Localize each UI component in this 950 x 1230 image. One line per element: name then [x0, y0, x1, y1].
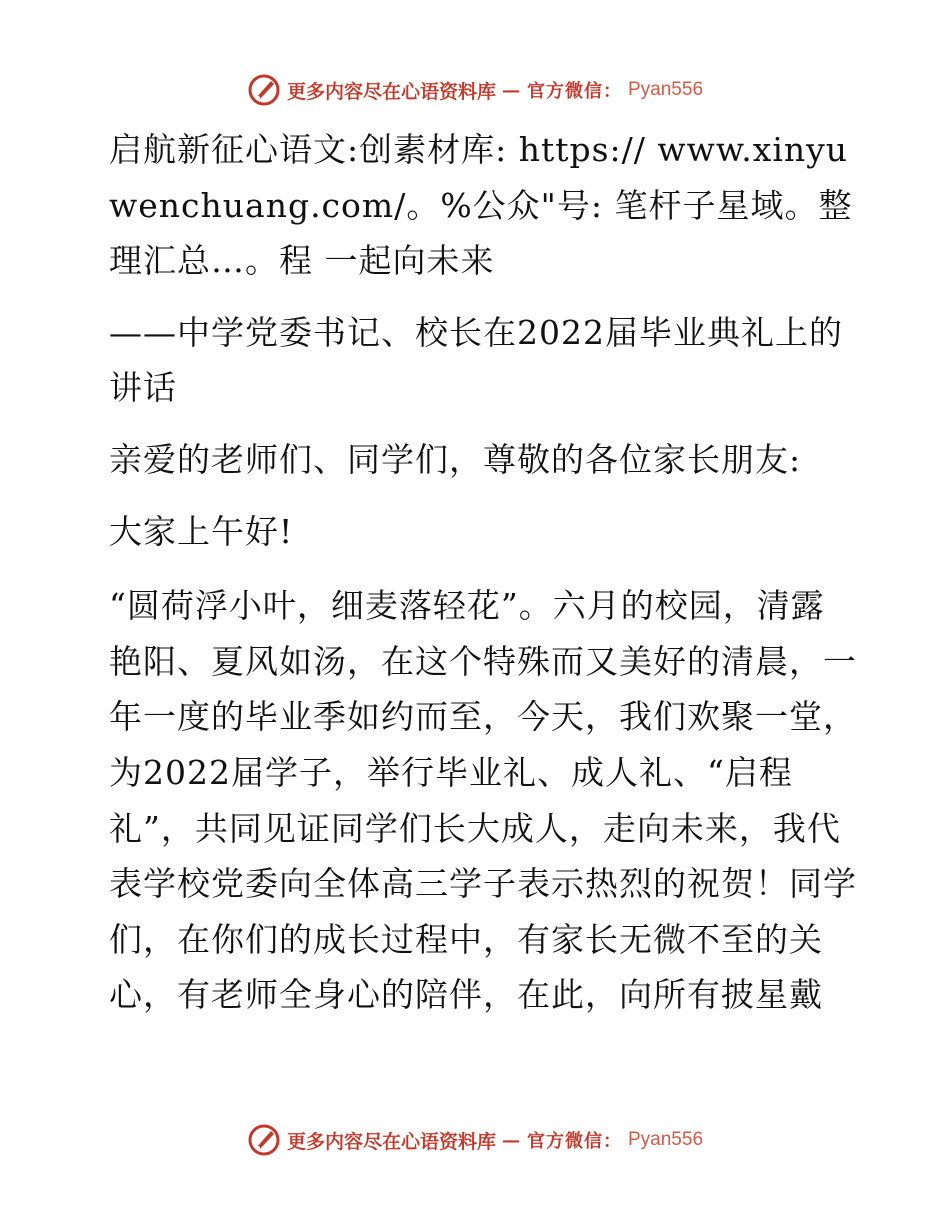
banner-contact-label: 官方微信： [527, 81, 622, 102]
footer-banner-wechat-id: Pyan556 [628, 1129, 704, 1150]
footer-banner-contact-label: 官方微信： [527, 1131, 622, 1152]
banner-wechat-id: Pyan556 [628, 79, 704, 100]
header-banner [0, 70, 950, 110]
footer-banner [0, 1120, 950, 1160]
banner-separator: — [502, 79, 521, 101]
salutation: 亲爱的老师们、同学们，尊敬的各位家长朋友: [109, 439, 802, 479]
intro-text: 启航新征心语文:创素材库: https:// www.xinyuwenchuang.com/。%公众"号: 笔杆子星域。整理汇总…。程 一起向未来 [109, 130, 853, 281]
paragraph-1: “圆荷浮小叶，细麦落轻花”。六月的校园，清露艳阳、夏风如汤，在这个特殊而又美好的清晨，一年一度的毕业季如约而至，今天，我们欢聚一堂，为2022届学子，举行毕业礼、成人礼、“启程礼”，共同见证同学们长大成人，走向未来，我代表学校党委向全体高三学子表示热烈的祝贺！同学们，在你们的成长过程中，有家长无微不至的关心，有老师全身心的陪伴，在此，向所有披星戴 [109, 586, 857, 1015]
quill-logo-icon [247, 73, 281, 107]
quill-logo-icon [247, 1123, 281, 1157]
greeting: 大家上午好! [109, 511, 294, 551]
speech-subtitle: ——中学党委书记、校长在2022届毕业典礼上的讲话 [109, 312, 843, 408]
banner-title: 更多内容尽在心语资料库 [286, 80, 496, 103]
footer-banner-separator: — [502, 1129, 521, 1151]
footer-banner-title: 更多内容尽在心语资料库 [286, 1130, 496, 1153]
document-body [97, 122, 857, 1023]
